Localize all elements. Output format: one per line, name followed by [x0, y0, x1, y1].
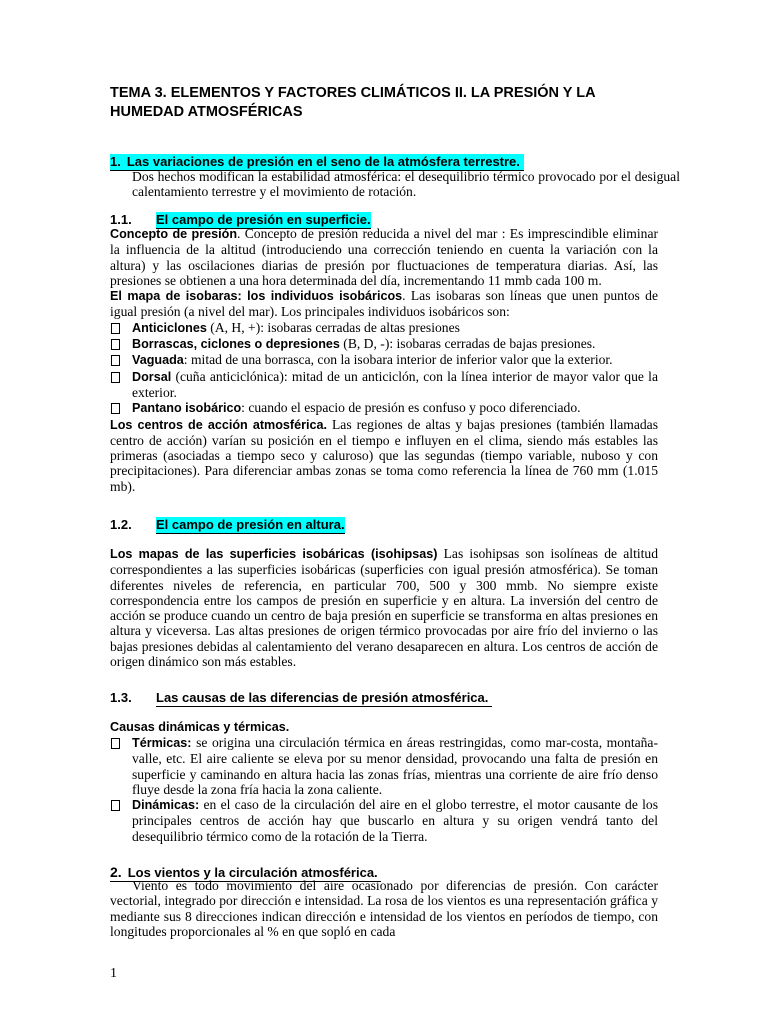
- section-number: 1.3.: [110, 690, 132, 705]
- section-1-2-heading: [110, 517, 345, 533]
- section-1-paragraph: Dos hechos modifican la estabilidad atmosférica: el desequilibrio térmico provocado por el desigual calentamiento terrestre y el movimiento de rotación.: [132, 169, 680, 200]
- centros-text: Las regiones de altas y bajas presiones (también llamadas centro de acción) varían su posición en el tiempo e influyen en el clima, siendo más estables las primeras (asociadas a tiempo seco y caluroso) que las segundas (tiempo variable, nuboso y con precipitaciones). Para diferenciar ambas zonas se toma como referencia la línea de 760 mm (1.015 mb).: [110, 416, 658, 494]
- list-item: [110, 320, 658, 336]
- item-text: en el caso de la circulación del aire en el globo terrestre, el motor causante de los principales centros de acción hay que buscarlo en altura y su origen vendrá tanto del desequilibrio térmico como de la rotación de la Tierra.: [132, 797, 658, 844]
- missing-glyph-bullet-icon: [111, 355, 120, 366]
- item-label: Térmicas:: [132, 736, 192, 750]
- item-label: Borrascas, ciclones o depresiones: [132, 337, 340, 352]
- section-number: 1.1.: [110, 212, 132, 227]
- item-text: se origina una circulación térmica en áreas restringidas, como mar-costa, montaña-valle, etc. El aire caliente se eleva por su menor densidad, provocando una falta de presión en superficie y caminando en altura hacia las zonas frías, mientras una corriente de aire frío denso fluye desde la zona fría hacia la zona caliente.: [132, 735, 658, 797]
- section-1-1-body: [110, 226, 658, 494]
- list-item: [110, 336, 658, 352]
- section-title: El campo de presión en superficie.: [156, 212, 371, 227]
- item-text: (B, D, -): isobaras cerradas de bajas presiones.: [339, 336, 596, 352]
- item-text: (cuña anticiclónica): mitad de un anticiclón, con la línea interior de mayor valor que la exterior.: [132, 368, 658, 400]
- list-item: [110, 735, 658, 797]
- isohipsas-text: Las isohipsas son isolíneas de altitud correspondientes a las superficies isobáricas (superficies con igual presión atmosférica). Se toman diferentes niveles de referencia, en particular 700, 500 y 300 mmb. No siempre existe correspondencia entre los campos de presión en superficie y en altura. La inversión del centro de acción se produce cuando un centro de baja presión en superficie se transforma en altas presiones en altura y viceversa. Las altas presiones de origen térmico provocadas por aire frío del invierno o las bajas presiones debidas al calentamiento del verano desaparecen en altura. Los centros de acción de origen dinámico son más estables.: [110, 546, 658, 670]
- section-1-heading: [110, 154, 524, 170]
- list-item: [110, 400, 658, 416]
- missing-glyph-bullet-icon: [111, 323, 120, 334]
- mapa-text: . Las isobaras son líneas que unen puntos de igual presión (a nivel del mar). Los principales individuos isobáricos son:: [110, 288, 658, 320]
- section-1-3-heading: [110, 690, 492, 706]
- mapa-label: El mapa de isobaras: los individuos isobáricos: [110, 289, 403, 304]
- item-label: Dorsal: [132, 369, 172, 384]
- section-number: 1.2.: [110, 517, 132, 532]
- section-title: Las causas de las diferencias de presión atmosférica.: [156, 690, 492, 707]
- concepto-label: Concepto de presión: [110, 227, 238, 241]
- isohipsas-label: Los mapas de las superficies isobáricas (isohipsas): [110, 547, 438, 561]
- list-item: [110, 369, 658, 401]
- concepto-paragraph: [110, 226, 658, 288]
- item-text: : mitad de una borrasca, con la isobara interior de inferior valor que la exterior.: [183, 352, 613, 368]
- missing-glyph-bullet-icon: [111, 403, 120, 414]
- section-number: 1.: [110, 154, 121, 169]
- missing-glyph-bullet-icon: [111, 800, 120, 811]
- item-label: Anticiclones: [132, 320, 207, 335]
- concepto-text: . Concepto de presión reducida a nivel del mar : Es imprescindible eliminar la influencia de la altitud (introduciendo una corrección teniendo en cuenta la variación con la altura) y las oscilaciones diarias de presión por fluctuaciones de temperatura diarias. Así, las presiones se obtienen a una hora determinada del día, incrementando 11 mmb cada 100 m.: [110, 226, 659, 288]
- section-1-2-body: [110, 546, 658, 669]
- section-1-3-body: [110, 735, 658, 844]
- causes-subheading: Causas dinámicas y térmicas.: [110, 720, 290, 734]
- item-text: : cuando el espacio de presión es confuso y poco diferenciado.: [241, 400, 581, 416]
- missing-glyph-bullet-icon: [111, 339, 120, 350]
- missing-glyph-bullet-icon: [111, 738, 120, 749]
- section-title: Los vientos y la circulación atmosférica.: [127, 865, 378, 880]
- item-label: Vaguada: [132, 353, 184, 368]
- list-item: [110, 352, 658, 368]
- missing-glyph-bullet-icon: [111, 372, 120, 383]
- item-label: Pantano isobárico: [132, 401, 242, 416]
- section-title: El campo de presión en altura.: [156, 517, 345, 532]
- list-item: [110, 797, 658, 844]
- section-number: 2.: [110, 864, 122, 880]
- page-number: 1: [110, 966, 117, 981]
- item-text: (A, H, +): isobaras cerradas de altas presiones: [206, 319, 460, 335]
- section-2-paragraph: Viento es todo movimiento del aire ocasionado por diferencias de presión. Con carácter vectorial, integrado por dirección e intensidad. La rosa de los vientos es una representación gráfica y mediante sus 8 direcciones indican dirección e intensidad de los vientos en períodos de tiempo, con longitudes proporcionales al % en que sopló en cada: [110, 878, 658, 939]
- section-title: Las variaciones de presión en el seno de la atmósfera terrestre.: [126, 154, 520, 169]
- centros-label: Los centros de acción atmosférica.: [110, 417, 328, 432]
- item-label: Dinámicas:: [132, 798, 200, 813]
- document-title: TEMA 3. ELEMENTOS Y FACTORES CLIMÁTICOS II. LA PRESIÓN Y LA HUMEDAD ATMOSFÉRICAS: [110, 85, 596, 120]
- centros-paragraph: [110, 417, 658, 494]
- mapa-paragraph: [110, 288, 658, 320]
- isohipsas-paragraph: [110, 546, 658, 669]
